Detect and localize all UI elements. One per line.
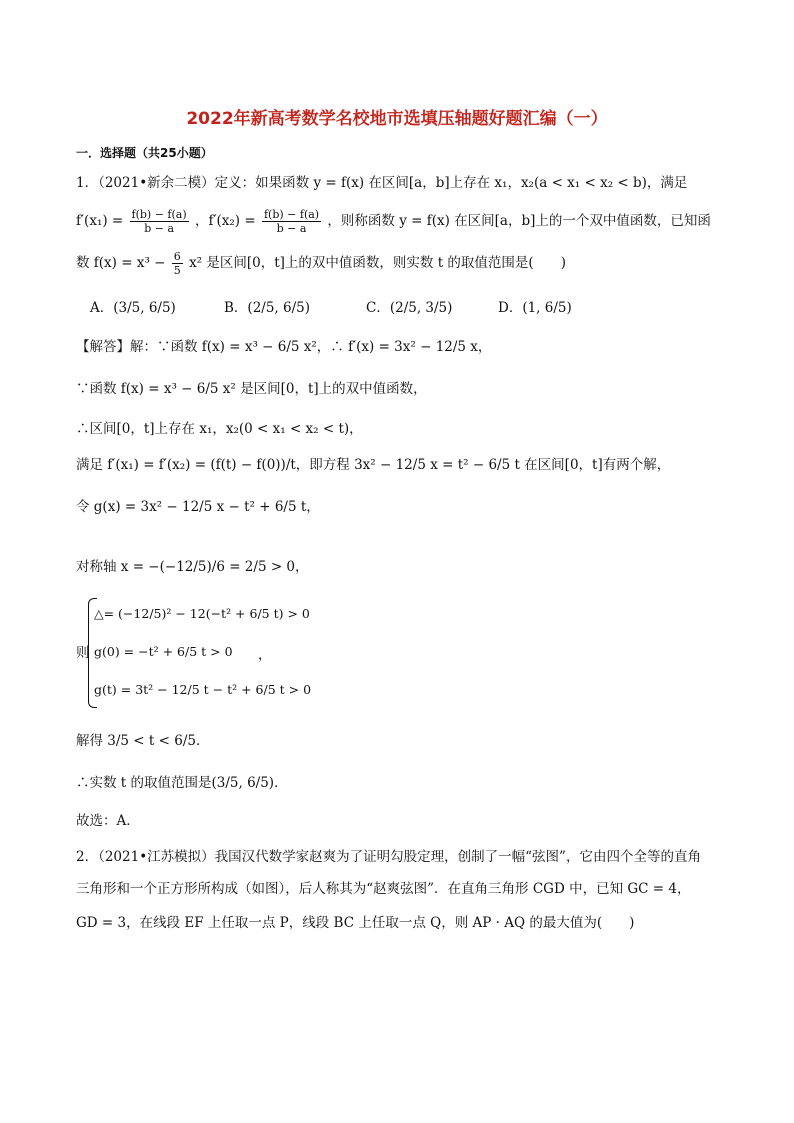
system-prefix: 则 xyxy=(76,645,90,661)
fraction-denominator: 5 xyxy=(173,264,181,277)
q1-fraction-6-5 xyxy=(172,250,183,277)
solution-line-4: 满足 f′(x₁) = f′(x₂) = (f(t) − f(0))/t，即方程 3x² − 12/5 x = t² − 6/5 t 在区间[0，t]有两个解， xyxy=(76,457,671,473)
q2-line2: 三角形和一个正方形所构成（如图），后人称其为“赵爽弦图”．在直角三角形 CGD 中，已知 GC = 4， xyxy=(76,881,691,897)
fraction-numerator: f(b) − f(a) xyxy=(263,208,320,221)
system-comma: ， xyxy=(258,647,272,663)
option-label: A． xyxy=(90,300,114,316)
q1-line1: 1．（2021•新余二模）定义：如果函数 y = f(x) 在区间[a，b]上存在 x₁，x₂(a < x₁ < x₂ < b)，满足 xyxy=(76,175,688,191)
option-a[interactable] xyxy=(90,296,176,316)
system-line-2: g(0) = −t² + 6/5 t > 0 xyxy=(94,644,233,659)
q1-fraction-2 xyxy=(262,208,321,235)
option-value: (3/5, 6/5) xyxy=(113,300,176,316)
q2-line1: 2．（2021•江苏模拟）我国汉代数学家赵爽为了证明勾股定理，创制了一幅“弦图”，它由四个全等的直角 xyxy=(76,849,701,865)
solution-line-2: ∵函数 f(x) = x³ − 6/5 x² 是区间[0，t]上的双中值函数， xyxy=(76,381,427,397)
solution-line-6: 对称轴 x = −(−12/5)/6 = 2/5 > 0， xyxy=(76,559,309,575)
option-label: D． xyxy=(498,300,523,316)
system-line-1: △= (−12/5)² − 12(−t² + 6/5 t) > 0 xyxy=(94,606,310,621)
option-label: C． xyxy=(366,300,390,316)
q1-line3-b: x² 是区间[0，t]上的双中值函数，则实数 t 的取值范围是( ) xyxy=(189,255,566,271)
q1-fraction-1 xyxy=(130,208,189,235)
option-value: (1, 6/5) xyxy=(522,300,572,316)
option-value: (2/5, 3/5) xyxy=(389,300,453,316)
option-d[interactable] xyxy=(498,296,572,316)
q1-line2-b: ，f′(x₂) = xyxy=(194,213,256,229)
q1-line3 xyxy=(76,250,566,277)
solution-line-8: ∴实数 t 的取值范围是(3/5, 6/5)． xyxy=(76,775,288,791)
fraction-denominator: b − a xyxy=(144,222,174,235)
q2-line3: GD = 3，在线段 EF 上任取一点 P，线段 BC 上任取一点 Q，则 AP · AQ 的最大值为( ) xyxy=(76,915,635,931)
q1-line2-c: ，则称函数 y = f(x) 在区间[a，b]上的一个双中值函数，已知函 xyxy=(327,213,711,229)
option-b[interactable] xyxy=(224,296,310,316)
solution-line-1: 【解答】解：∵函数 f(x) = x³ − 6/5 x²，∴ f′(x) = 3x² − 12/5 x， xyxy=(76,339,492,355)
fraction-numerator: f(b) − f(a) xyxy=(131,208,187,221)
fraction-denominator: b − a xyxy=(276,222,307,235)
option-label: B． xyxy=(224,300,248,316)
q1-line2 xyxy=(76,208,711,235)
q1-line3-a: 数 f(x) = x³ − xyxy=(76,255,166,271)
system-line-3: g(t) = 3t² − 12/5 t − t² + 6/5 t > 0 xyxy=(94,682,312,697)
solution-line-3: ∴区间[0，t]上存在 x₁，x₂(0 < x₁ < x₂ < t)， xyxy=(76,421,363,437)
q1-line2-a: f′(x₁) = xyxy=(76,213,124,229)
solution-line-7: 解得 3/5 < t < 6/5． xyxy=(76,733,210,749)
option-c[interactable] xyxy=(366,296,452,316)
page-title: 2022年新高考数学名校地市选填压轴题好题汇编（一） xyxy=(186,109,608,129)
section-heading: 一．选择题（共25小题） xyxy=(76,146,213,160)
option-value: (2/5, 6/5) xyxy=(247,300,310,316)
solution-line-5: 令 g(x) = 3x² − 12/5 x − t² + 6/5 t， xyxy=(76,499,320,515)
solution-line-9: 故选：A． xyxy=(76,813,140,829)
fraction-numerator: 6 xyxy=(173,250,181,263)
